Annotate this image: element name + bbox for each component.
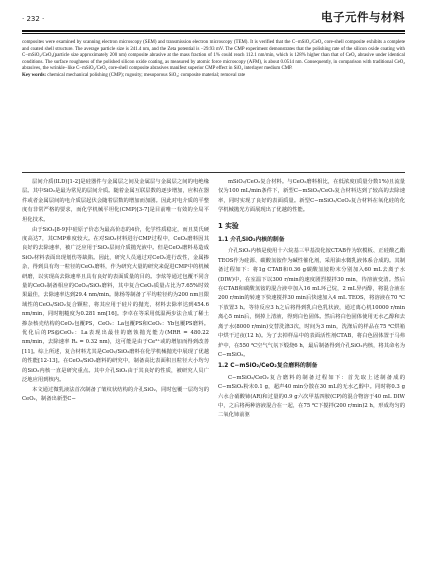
page-header bbox=[22, 6, 405, 30]
page-number: · 232 · bbox=[22, 15, 45, 23]
paragraph: 本文通过微乳液法首次制备了皱纹状结构的介孔SiO₂，同时包覆一层均匀的CeO₂，制备出新型C− bbox=[22, 386, 209, 403]
journal-title: 电子元件与材料 bbox=[321, 10, 405, 24]
abstract-block bbox=[22, 40, 405, 80]
paragraph: 介孔SiO₂内核是使用十六烷基三甲基溴化铵CTAB作为软模板、正硅酸乙酯TEOS作为硅源、碳酸氢铵作为碱性催化剂，采用油水微乳液体系合成的。其制备过程如下：将1g CTAB和0.36 g碳酸氢铵粉末分别加入60 mL去离子水(DIW)中，在室温下以300 r/min的速度剧烈搅拌30 min，待溶液变清。然后在CTAB和碳酸氢铵的混合液中加入16 mL环己烷，2 mL异丙醇，将混合液在200 r/min的转速下快速搅拌30 min后快速加入4 mL TEOS，将溶液在70 ℃下放置3 h。等待反应3 h之后将得到乳白色乳状液，通过离心机10000 r/min离心5 min后，倒掉上清液，得到白色固体。然后将白色固体使用无水乙醇和去离子水(8000 r/min)交替洗涤3次，时间为3 min，洗涤后的样品在75 ℃烘箱中烘干过夜(12 h)。为了去掉样品中的表面活性剂CTAB，将白色固体置于马弗炉中，在550 ℃空气气氛下煅烧6 h，最后制备得到介孔SiO₂内核，将其命名为C−mSiO₂。 bbox=[218, 248, 405, 358]
paragraph: mSiO₂/CeO₂复合材料。与CeO₂磨料相比，在低浓度(质量分数1%)且流量仅为100 mL/min条件下，新型C−mSiO₂/CeO₂复合材料达到了较高的去除速率，同时实现了良好的表面质量。新型C−mSiO₂/CeO₂复合材料在氧化硅的化学机械抛光方面展现出了优越的性能。 bbox=[218, 179, 405, 214]
paragraph: C−mSiO₂/CeO₂复合磨料的制备过程如下：首先取上述制备成的C−mSiO₂粉末0.1 g，超声40 min分散在30 mL的无水乙醇中。同时将0.3 g六水合硝酸铈(AR)和过量的0.9 g六次甲基四胺(CP)的混合物溶于40 mL DIW中，之后将两种溶液混合在一起，在75 ℃下搅拌(200 r/min)2 h，形成均匀的二氧化铈前驱 bbox=[218, 374, 405, 419]
paragraph: 由于SiO₂[8-9]中硅原子价态为最高价态的4价，化学性质稳定，而且莫氏硬度高达7，其CMP难度较大。在对SiO₂材料进行CMP过程中，CeO₂磨料因其良好的去除速率，被广泛应用于SiO₂层间介质抛光液中。但是CeO₂磨料易造成SiO₂材料表面出现划伤等缺陷。因此，研究人员通过对CeO₂进行改性，金属掺杂，得到具有均一粒径的CeO₂磨料，作为研究大量的研究来促进CMP中的机械研磨，以实现高去除速率且具有良好的表面质量的目的。李炫等通过包覆不同含量的CeO₂制备相应的CeO₂/SiO₂磨料，其中复合CeO₂质量占比为7.65%时效果最佳，去除速率达到29.4 nm/min。陈杨等制备了平均粒径约为200 nm且限域性的CeO₂/SiO₂复合颗粒，将其应用于硅片的抛光，材料去除率达到454.6 nm/min，同时粗糙度为0.281 nm[16]。李卓在等采用低温两步法合成了稀土掺杂核壳结构的CeO₂包覆PS，CeO₂：La包覆PS和CeO₂：Yb包覆PS磨料。优化后的PS@CeO₂：La表现出最佳的磨蚀抛光能力(MRR = 480.22 nm/min，去除速率 Rₐ = 0.32 nm)，这可能是由于Ce³⁺或的增加而得到改善[11]。综上所述，复合材料尤其是CeO₂/SiO₂磨料在化学机械抛光中展现了优越的性能[12-13]。在CeO₂/SiO₂磨料的研究中，制备高比表面积且粒径大小均匀的SiO₂内核一直是研究重点。其中介孔SiO₂由于其良好的性质，被研究人员广泛地应用到核内。 bbox=[22, 226, 209, 384]
abstract-divider bbox=[22, 172, 405, 173]
header-rule-thin bbox=[22, 33, 405, 34]
header-rule-thick bbox=[22, 30, 405, 32]
left-column bbox=[22, 178, 209, 405]
subsection-heading: 1.2 C−mSiO₂/CeO₂复合磨料的制备 bbox=[218, 363, 318, 370]
keywords-line bbox=[22, 73, 405, 80]
right-column bbox=[218, 178, 405, 421]
subsection-heading: 1.1 介孔SiO₂内核的制备 bbox=[218, 237, 285, 244]
keywords-text: chemical mechanical polishing (CMP); rugosity; mesoporous SiO₂; composite material; removal rate bbox=[47, 72, 246, 78]
section-heading: 1 实验 bbox=[218, 221, 239, 230]
keywords-label: Key words: bbox=[22, 72, 47, 78]
abstract-text: composites were examined by scanning electron microscopy (SEM) and transmission electron microscopy (TEM). It is verified that the C−mSiO₂/CeO₂ core-shell composite exhibits a complete and coated shell structure. The average particle size is 241.4 nm, and the Zeta potential is −29.93 mV. The CMP experiment demonstrates that the polishing rate of the silicon oxide coating with C−mSiO₂/CeO₂(particle size approximately 200 nm) composite abrasive at the mass fraction of 1% could reach 112.1 nm/min, which is 128% higher than that of CeO₂ abrasive under identical conditions. The surface roughness of the polished silicon oxide coating, as measured by atomic force microscopy (AFM), is about 0.0514 nm. Consequently, in comparison with traditional CeO₂ abrasives, the wrinkle−like C−mSiO₂/CeO₂ core-shell composite abrasives manifest superior CMP effect in SiO₂ interlayer medium CMP. bbox=[22, 40, 405, 72]
paragraph: 层间介质(ILD)[1-2]是硅器件与金属层之间及金属层与金属层之间的电绝缘层。其中SiO₂是最为常见的层间介质。随着金属互联层数的逐步增加，应积在器件或者金属层间的电介质层起伏会随着层数的增加而加剧。因此对电介质的平整度有非常严格的要求，而化学机械平坦化(CMP)[3-7]是目前唯一有效的全局平坦化技术。 bbox=[22, 179, 209, 223]
